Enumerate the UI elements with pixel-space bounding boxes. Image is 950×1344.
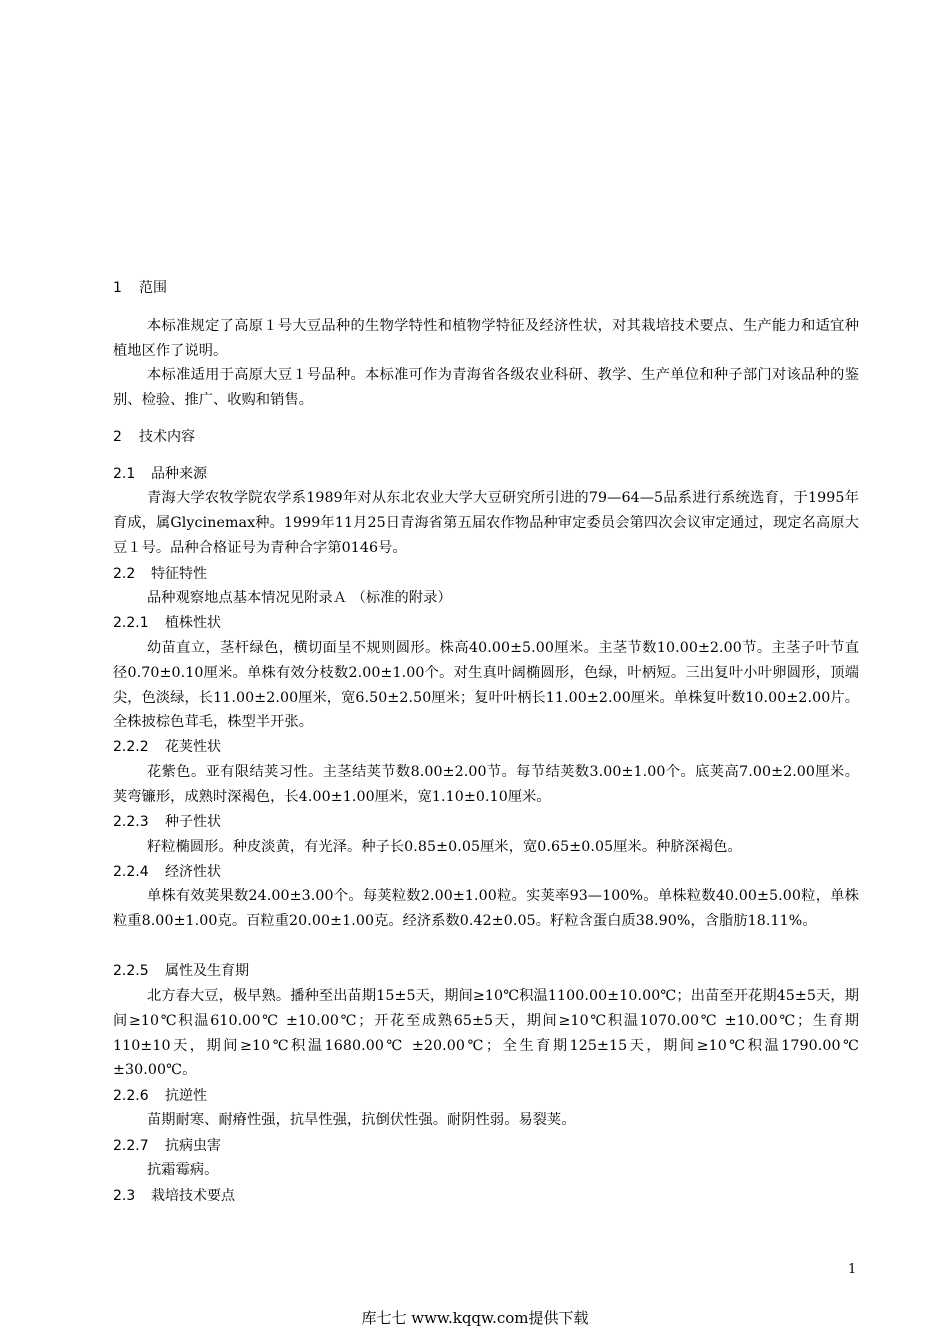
seed-traits-text: 籽粒椭圆形。种皮淡黄，有光泽。种子长0.85±0.05厘米，宽0.65±0.05厘米。种脐深褐色。 [147,839,742,855]
disease-resistance-text: 抗霜霉病。 [147,1162,219,1178]
subsection-title: 抗病虫害 [165,1138,221,1154]
section-title: 范围 [139,280,167,296]
subsection-number: 2.2.7 [113,1138,149,1154]
section-number: 1 [113,280,122,296]
footer-source-text: 库七七 www.kqqw.com提供下载 [361,1309,589,1327]
subsection-number: 2.3 [113,1188,136,1204]
section-2-heading [113,428,195,446]
subsection-2-2-5-heading [113,962,249,980]
scope-paragraph-2: 本标准适用于高原大豆１号品种。本标准可作为青海省各级农业科研、教学、生产单位和种子部门对该品种的鉴别、检验、推广、收购和销售。 [113,367,859,408]
subsection-title: 种子性状 [165,814,221,830]
subsection-title: 抗逆性 [165,1088,207,1104]
subsection-2-2-1-heading [113,614,221,632]
section-title: 技术内容 [139,429,195,445]
stress-resistance-text: 苗期耐寒、耐瘠性强，抗旱性强，抗倒伏性强。耐阴性弱。易裂荚。 [147,1112,576,1128]
characteristics-note: 品种观察地点基本情况见附录Ａ （标准的附录） [147,590,452,606]
subsection-number: 2.2.3 [113,814,149,830]
subsection-number: 2.2.1 [113,615,149,631]
flower-pod-traits-text: 花紫色。亚有限结荚习性。主茎结荚节数8.00±2.00节。每节结荚数3.00±1.00个。底荚高7.00±2.00厘米。荚弯镰形，成熟时深褐色，长4.00±1.00厘米，宽1.10±0.10厘米。 [113,764,859,805]
subsection-2-2-6-heading [113,1087,207,1105]
subsection-title: 品种来源 [151,466,207,482]
subsection-number: 2.2 [113,566,136,582]
subsection-number: 2.2.6 [113,1088,149,1104]
subsection-number: 2.2.4 [113,864,149,880]
variety-origin-text: 青海大学农牧学院农学系1989年对从东北农业大学大豆研究所引进的79—64—5品系进行系统选育，于1995年育成，属Glycinemax种。1999年11月25日青海省第五届农作物品种审定委员会第四次会议审定通过，现定名高原大豆１号。品种合格证号为青种合字第0146号。 [113,490,859,556]
subsection-title: 植株性状 [165,615,221,631]
subsection-number: 2.2.5 [113,963,149,979]
subsection-title: 经济性状 [165,864,221,880]
subsection-2-2-2-heading [113,738,221,756]
section-number: 2 [113,429,122,445]
subsection-title: 属性及生育期 [165,963,249,979]
subsection-number: 2.1 [113,466,136,482]
subsection-2-2-7-heading [113,1137,221,1155]
economic-traits-text: 单株有效荚果数24.00±3.00个。每荚粒数2.00±1.00粒。实荚率93—100%。单株粒数40.00±5.00粒，单株粒重8.00±1.00克。百粒重20.00±1.00克。经济系数0.42±0.05。籽粒含蛋白质38.90%，含脂肪18.11%。 [113,888,859,929]
subsection-2-2-4-heading [113,863,221,881]
subsection-2-2-3-heading [113,813,221,831]
subsection-number: 2.2.2 [113,739,149,755]
scope-paragraph-1: 本标准规定了高原１号大豆品种的生物学特性和植物学特征及经济性状，对其栽培技术要点、生产能力和适宜种植地区作了说明。 [113,318,859,359]
subsection-title: 花荚性状 [165,739,221,755]
subsection-2-3-heading [113,1187,235,1205]
plant-traits-text: 幼苗直立，茎杆绿色，横切面呈不规则圆形。株高40.00±5.00厘米。主茎节数10.00±2.00节。主茎子叶节直径0.70±0.10厘米。单株有效分枝数2.00±1.00个。对生真叶阔椭圆形，色绿，叶柄短。三出复叶小叶卵圆形，顶端尖，色淡绿，长11.00±2.00厘米，宽6.50±2.50厘米；复叶叶柄长11.00±2.00厘米。单株复叶数10.00±2.00片。全株披棕色茸毛，株型半开张。 [113,640,859,731]
section-1-heading [113,279,167,297]
subsection-title: 特征特性 [151,566,207,582]
subsection-2-2-heading [113,565,207,583]
growth-period-text: 北方春大豆，极早熟。播种至出苗期15±5天，期间≥10℃积温1100.00±10.00℃；出苗至开花期45±5天，期间≥10℃积温610.00℃ ±10.00℃；开花至成熟65±5天，期间≥10℃积温1070.00℃ ±10.00℃；生育期110±10天，期间≥10℃积温1680.00℃ ±20.00℃；全生育期125±15天，期间≥10℃积温1790.00℃ ±30.00℃。 [113,988,859,1079]
subsection-2-1-heading [113,465,207,483]
page-number: 1 [848,1262,857,1277]
subsection-title: 栽培技术要点 [151,1188,235,1204]
